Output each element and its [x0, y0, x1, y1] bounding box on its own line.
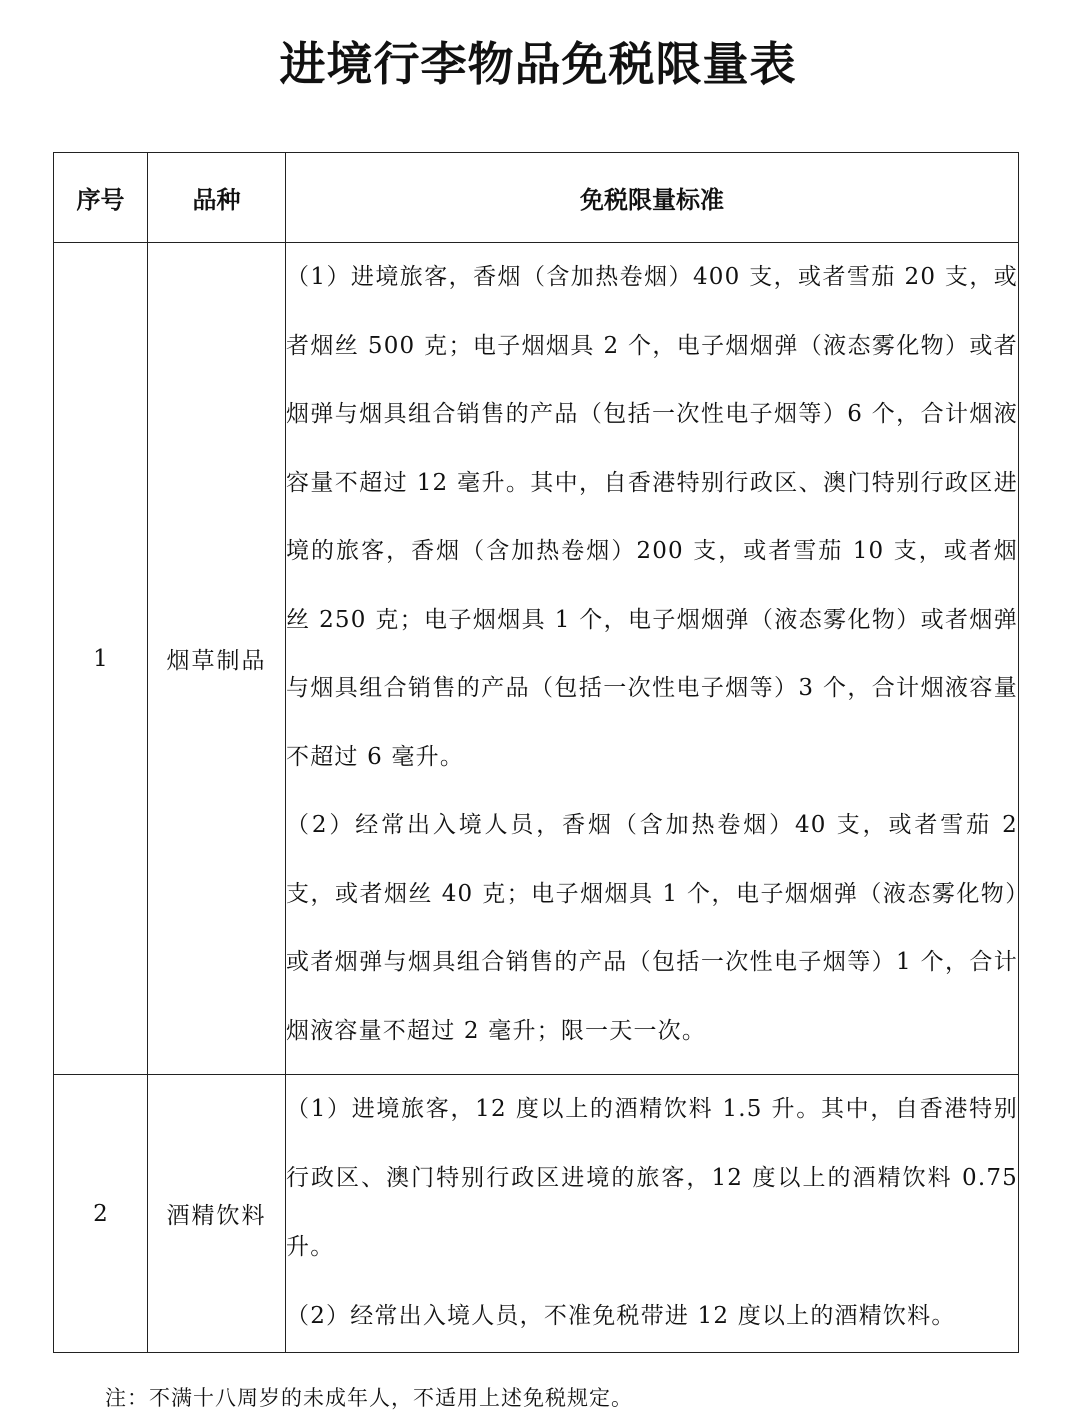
- standard-paragraph: （2）经常出入境人员，香烟（含加热卷烟）40 支，或者雪茄 2 支，或者烟丝 40 克；电子烟烟具 1 个，电子烟烟弹（液态雾化物）或者烟弹与烟具组合销售的产品（包括一次性电子烟等）1 个，合计烟液容量不超过 2 毫升；限一天一次。: [286, 812, 1018, 1044]
- row-seq: 1: [54, 243, 148, 1075]
- row-standard: [286, 243, 1019, 1075]
- table-row: [54, 243, 1019, 1075]
- header-seq: 序号: [54, 153, 148, 243]
- header-standard: 免税限量标准: [286, 153, 1019, 243]
- duty-free-limits-table: [53, 152, 1019, 1353]
- header-kind: 品种: [148, 153, 286, 243]
- row-kind: 酒精饮料: [148, 1075, 286, 1353]
- row-standard: [286, 1075, 1019, 1353]
- standard-paragraph: （1）进境旅客，12 度以上的酒精饮料 1.5 升。其中，自香港特别行政区、澳门特别行政区进境的旅客，12 度以上的酒精饮料 0.75 升。: [286, 1096, 1018, 1260]
- row-seq: 2: [54, 1075, 148, 1353]
- footnote: 注：不满十八周岁的未成年人，不适用上述免税规定。: [105, 1386, 633, 1410]
- row-kind: 烟草制品: [148, 243, 286, 1075]
- table-header-row: [54, 153, 1019, 243]
- page-title: 进境行李物品免税限量表: [279, 37, 797, 91]
- standard-paragraph: （2）经常出入境人员，不准免税带进 12 度以上的酒精饮料。: [286, 1303, 956, 1329]
- standard-paragraph: （1）进境旅客，香烟（含加热卷烟）400 支，或者雪茄 20 支，或者烟丝 500 克；电子烟烟具 2 个，电子烟烟弹（液态雾化物）或者烟弹与烟具组合销售的产品（包括一次性电子烟等）6 个，合计烟液容量不超过 12 毫升。其中，自香港特别行政区、澳门特别行政区进境的旅客，香烟（含加热卷烟）200 支，或者雪茄 10 支，或者烟丝 250 克；电子烟烟具 1 个，电子烟烟弹（液态雾化物）或者烟弹与烟具组合销售的产品（包括一次性电子烟等）3 个，合计烟液容量不超过 6 毫升。: [286, 264, 1018, 770]
- table-row: [54, 1075, 1019, 1353]
